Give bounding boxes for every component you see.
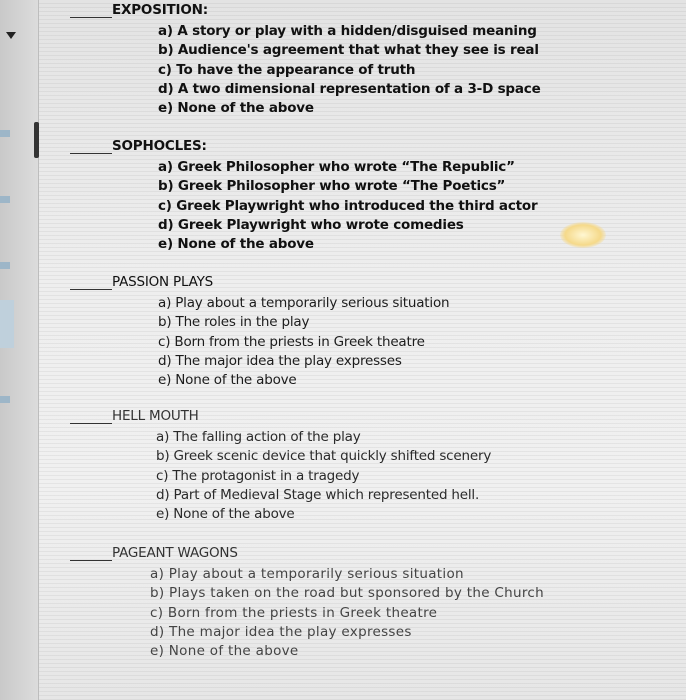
answer-blank[interactable] bbox=[70, 17, 112, 18]
option-d: d) The major idea the play expresses bbox=[150, 623, 412, 640]
option-b: b) Plays taken on the road but sponsored by the Church bbox=[150, 585, 544, 602]
option-e: e) None of the above bbox=[150, 643, 299, 660]
option-c: c) Born from the priests in Greek theatre bbox=[150, 604, 438, 621]
question-header bbox=[70, 545, 670, 565]
question-title: PAGEANT WAGONS bbox=[112, 545, 238, 561]
option-e: e) None of the above bbox=[158, 372, 297, 389]
option-b: b) Greek Philosopher who wrote “The Poetics” bbox=[158, 178, 506, 195]
option-a: a) Play about a temporarily serious situation bbox=[158, 295, 450, 311]
question-title: PASSION PLAYS bbox=[112, 274, 214, 290]
question-header bbox=[70, 138, 670, 158]
option-b: b) Greek scenic device that quickly shifted scenery bbox=[156, 448, 492, 465]
option-b: b) The roles in the play bbox=[158, 314, 310, 331]
option-c: c) Greek Playwright who introduced the third actor bbox=[158, 197, 538, 214]
option-d: d) A two dimensional representation of a 3-D space bbox=[158, 80, 541, 97]
option-d: d) The major idea the play expresses bbox=[158, 352, 402, 369]
left-margin-strip bbox=[0, 0, 39, 700]
question-sophocles bbox=[70, 138, 670, 254]
question-title: SOPHOCLES: bbox=[112, 138, 207, 154]
question-header bbox=[70, 408, 670, 428]
option-list bbox=[70, 158, 670, 254]
option-list bbox=[70, 565, 670, 661]
question-title: HELL MOUTH bbox=[112, 408, 199, 424]
margin-marker bbox=[0, 396, 10, 403]
option-e: e) None of the above bbox=[158, 100, 314, 117]
option-d: d) Greek Playwright who wrote comedies bbox=[158, 216, 464, 233]
answer-blank[interactable] bbox=[70, 560, 112, 561]
answer-blank[interactable] bbox=[70, 289, 112, 290]
question-exposition bbox=[70, 2, 670, 118]
question-pageant-wagons bbox=[70, 545, 670, 661]
question-passion-plays bbox=[70, 274, 670, 390]
option-list bbox=[70, 22, 670, 118]
option-b: b) Audience's agreement that what they see is real bbox=[158, 42, 539, 59]
scroll-handle[interactable] bbox=[34, 122, 39, 158]
option-c: c) The protagonist in a tragedy bbox=[156, 467, 360, 484]
margin-marker bbox=[0, 262, 10, 269]
answer-blank[interactable] bbox=[70, 153, 112, 154]
option-a: a) The falling action of the play bbox=[156, 429, 361, 445]
option-a: a) Play about a temporarily serious situation bbox=[150, 566, 464, 582]
question-header bbox=[70, 274, 670, 294]
question-title: EXPOSITION: bbox=[112, 2, 208, 18]
dropdown-arrow-icon[interactable] bbox=[6, 32, 16, 39]
option-c: c) Born from the priests in Greek theatre bbox=[158, 333, 425, 350]
question-hell-mouth bbox=[70, 408, 670, 524]
option-list bbox=[70, 294, 670, 390]
option-e: e) None of the above bbox=[156, 506, 295, 523]
side-tab bbox=[0, 300, 14, 348]
option-e: e) None of the above bbox=[158, 236, 314, 253]
option-c: c) To have the appearance of truth bbox=[158, 61, 416, 78]
margin-marker bbox=[0, 196, 10, 203]
margin-marker bbox=[0, 130, 10, 137]
question-header bbox=[70, 2, 670, 22]
option-a: a) A story or play with a hidden/disguised meaning bbox=[158, 23, 537, 39]
option-d: d) Part of Medieval Stage which represented hell. bbox=[156, 486, 480, 503]
option-list bbox=[70, 428, 670, 524]
answer-blank[interactable] bbox=[70, 423, 112, 424]
option-a: a) Greek Philosopher who wrote “The Republic” bbox=[158, 159, 515, 175]
